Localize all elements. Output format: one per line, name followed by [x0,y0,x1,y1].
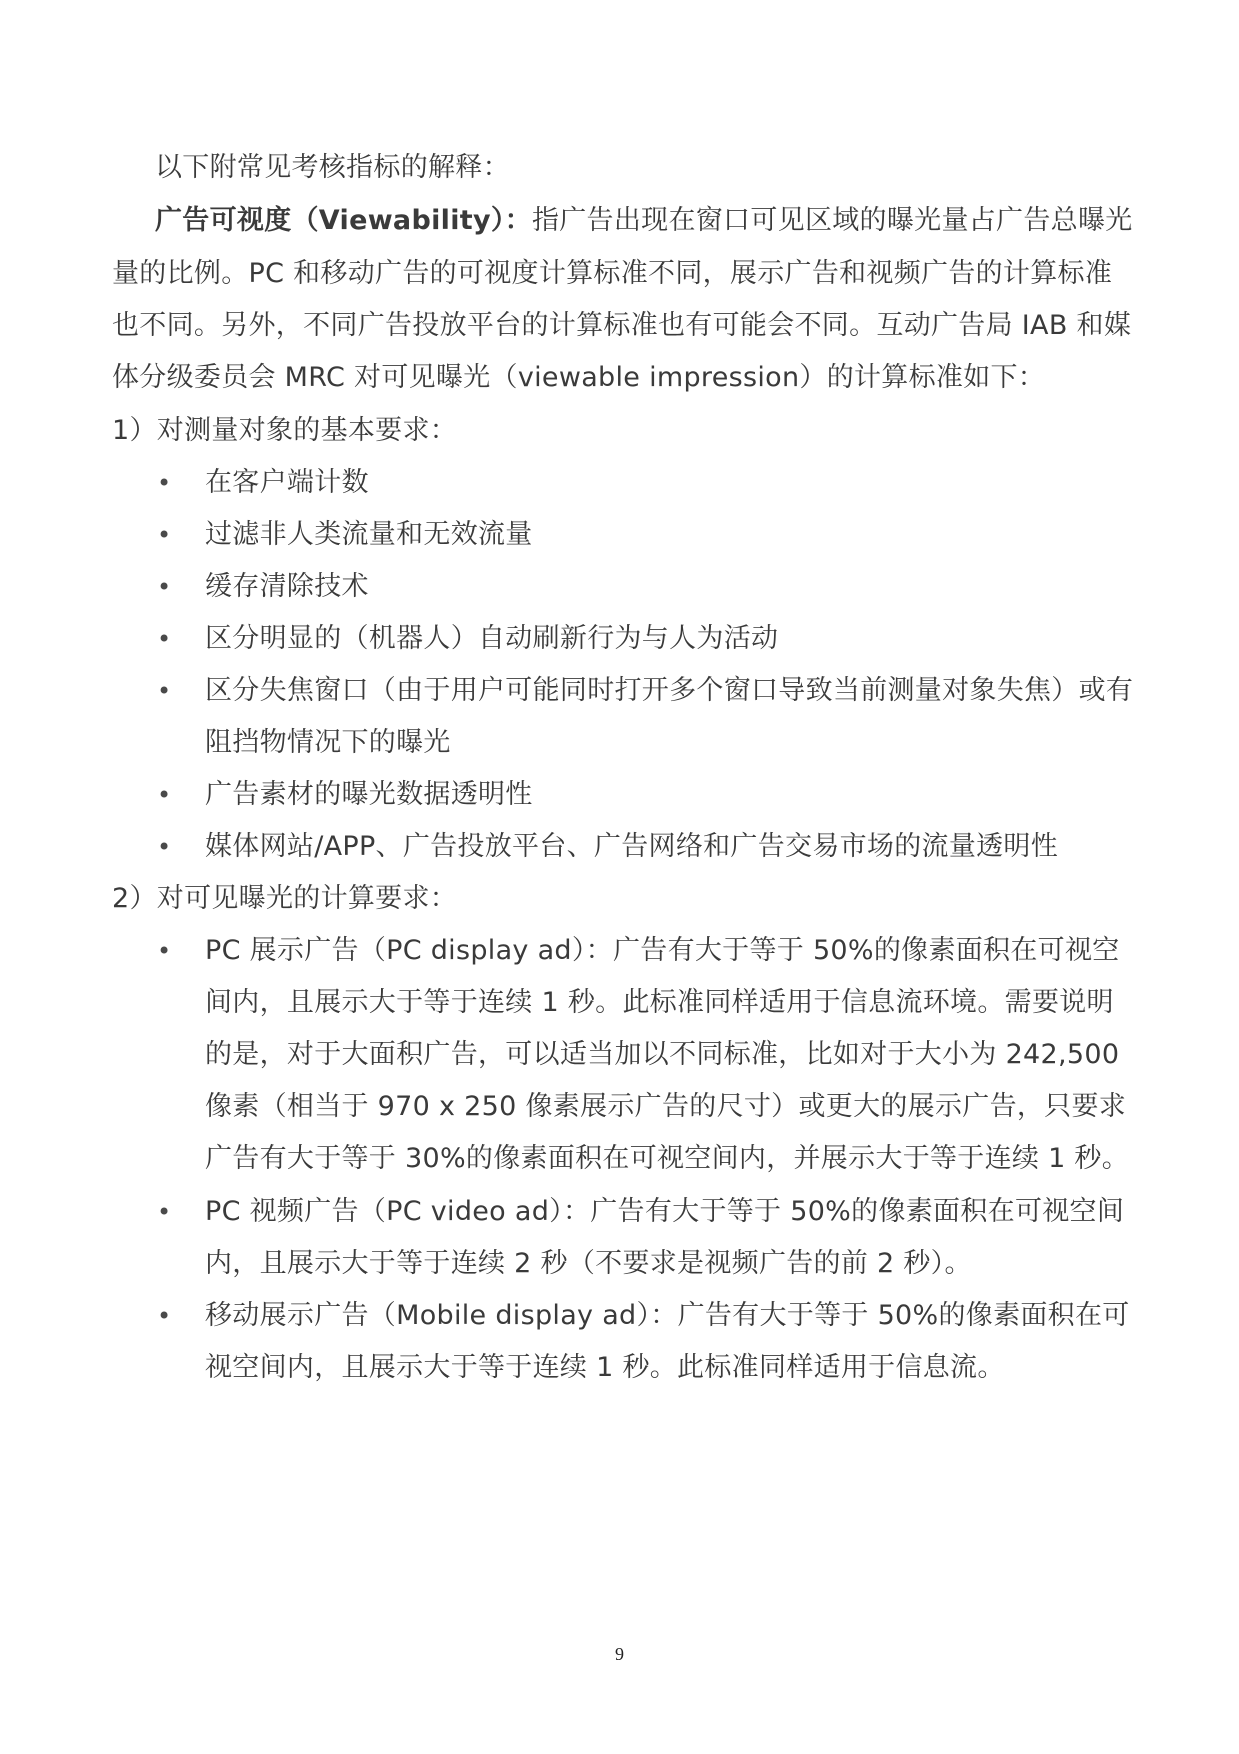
section1-bullet-item: 广告素材的曝光数据透明性 [205,779,533,810]
section1-bullet-item: 过滤非人类流量和无效流量 [205,519,533,550]
bullet-icon: • [157,1302,172,1330]
section2-bullet-continuation: 的是，对于大面积广告，可以适当加以不同标准，比如对于大小为 242,500 [205,1039,1120,1070]
section1-bullet-item: 媒体网站/APP、广告投放平台、广告网络和广告交易市场的流量透明性 [205,831,1059,862]
definition-term: 广告可视度（Viewability）： [155,205,532,236]
bullet-icon: • [157,469,172,497]
section2-bullet-continuation: 像素（相当于 970 x 250 像素展示广告的尺寸）或更大的展示广告，只要求 [205,1091,1127,1122]
section1-bullet-continuation: 阻挡物情况下的曝光 [205,727,451,758]
definition-line-3: 也不同。另外，不同广告投放平台的计算标准也有可能会不同。互动广告局 IAB 和媒 [112,310,1132,341]
section1-heading: 1）对测量对象的基本要求： [112,415,458,446]
bullet-icon: • [157,521,172,549]
section1-bullet-item: 在客户端计数 [205,467,369,498]
bullet-icon: • [157,833,172,861]
intro-text: 以下附常见考核指标的解释： [155,152,510,183]
section2-bullet-continuation: 广告有大于等于 30%的像素面积在可视空间内，并展示大于等于连续 1 秒。 [205,1143,1130,1174]
section1-bullet-item: 缓存清除技术 [205,571,369,602]
section2-heading: 2）对可见曝光的计算要求： [112,883,458,914]
bullet-icon: • [157,625,172,653]
section2-bullet-item: 移动展示广告（Mobile display ad）：广告有大于等于 50%的像素面积在可 [205,1300,1130,1331]
page-number: 9 [615,1644,624,1664]
bullet-icon: • [157,937,172,965]
section2-bullet-continuation: 视空间内，且展示大于等于连续 1 秒。此标准同样适用于信息流。 [205,1352,1005,1383]
definition-line-1 [155,203,1133,239]
section1-bullet-item: 区分失焦窗口（由于用户可能同时打开多个窗口导致当前测量对象失焦）或有 [205,675,1134,706]
section2-bullet-item: PC 展示广告（PC display ad）：广告有大于等于 50%的像素面积在可视空 [205,935,1120,966]
section2-bullet-item: PC 视频广告（PC video ad）：广告有大于等于 50%的像素面积在可视空间 [205,1196,1125,1227]
bullet-icon: • [157,677,172,705]
section2-bullet-continuation: 内，且展示大于等于连续 2 秒（不要求是视频广告的前 2 秒）。 [205,1248,972,1279]
definition-line-2: 量的比例。PC 和移动广告的可视度计算标准不同，展示广告和视频广告的计算标准 [112,258,1113,289]
definition-line-4: 体分级委员会 MRC 对可见曝光（viewable impression）的计算标准如下： [112,362,1046,393]
bullet-icon: • [157,573,172,601]
bullet-icon: • [157,781,172,809]
definition-line-1-rest: 指广告出现在窗口可见区域的曝光量占广告总曝光 [531,205,1133,236]
section1-bullet-item: 区分明显的（机器人）自动刷新行为与人为活动 [205,623,779,654]
bullet-icon: • [157,1198,172,1226]
section2-bullet-continuation: 间内，且展示大于等于连续 1 秒。此标准同样适用于信息流环境。需要说明 [205,987,1114,1018]
